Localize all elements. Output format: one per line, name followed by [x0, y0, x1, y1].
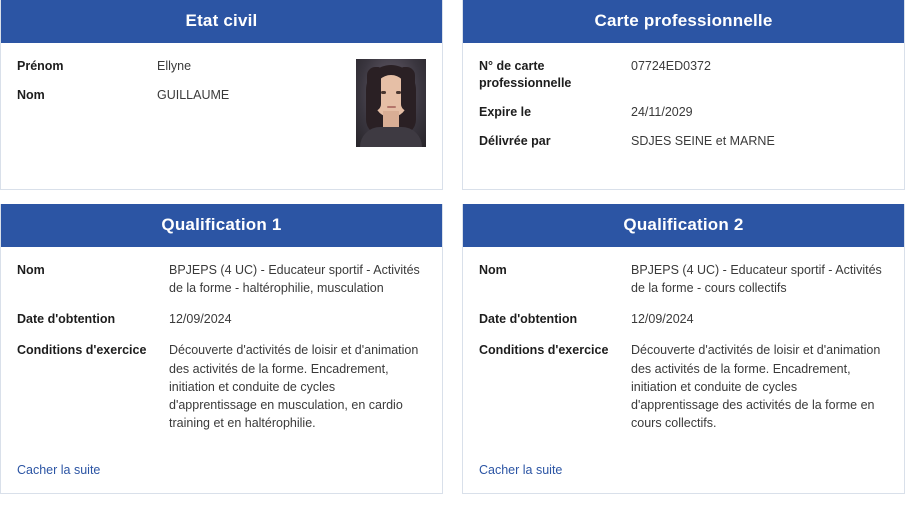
avatar-shoulders — [360, 127, 422, 147]
field-qual1-conditions — [17, 341, 426, 432]
qualification-2-footer — [463, 459, 904, 493]
avatar-hair-left — [367, 67, 381, 111]
avatar-mouth — [387, 106, 396, 108]
card-title-qualification-1: Qualification 1 — [1, 204, 442, 247]
card-body-carte-professionnelle — [463, 43, 904, 189]
avatar — [356, 59, 426, 147]
card-qualification-2 — [462, 204, 905, 494]
avatar-hair-right — [401, 67, 415, 111]
card-carte-professionnelle — [462, 0, 905, 190]
card-body-qualification-1 — [1, 247, 442, 459]
toggle-details-link-qualification-1[interactable]: Cacher la suite — [17, 463, 101, 477]
field-qual1-nom-label: Nom — [17, 263, 45, 277]
field-qual2-date-value: 12/09/2024 — [631, 312, 694, 327]
field-qual2-conditions — [479, 341, 888, 432]
field-prenom — [17, 57, 348, 75]
field-nom-label: Nom — [17, 88, 45, 103]
field-qual2-conditions-value: Découverte d'activités de loisir et d'animation des activités de la forme. Encadrement, initiation et conduite de cycles d'apprentissage des activités de la forme en cours collectifs. — [631, 343, 881, 430]
field-qual2-conditions-label: Conditions d'exercice — [479, 343, 609, 358]
field-qual2-date — [479, 310, 888, 328]
field-expire-le — [479, 103, 888, 121]
field-prenom-value: Ellyne — [157, 59, 192, 73]
field-qual2-nom-label: Nom — [479, 263, 507, 277]
field-qual2-date-label: Date d'obtention — [479, 312, 578, 327]
field-qual2-nom — [479, 261, 888, 297]
card-title-qualification-2: Qualification 2 — [463, 204, 904, 247]
qualification-1-footer — [1, 459, 442, 493]
field-qual1-conditions-label: Conditions d'exercice — [17, 343, 147, 358]
field-nom-value: GUILLAUME — [157, 88, 230, 103]
card-qualification-1 — [0, 204, 443, 494]
field-expire-le-label: Expire le — [479, 104, 532, 119]
field-prenom-label: Prénom — [17, 59, 64, 73]
field-delivree-par-label: Délivrée par — [479, 133, 551, 148]
field-qual1-nom-value: BPJEPS (4 UC) - Educateur sportif - Activités de la forme - haltérophilie, musculation — [169, 263, 420, 296]
card-etat-civil — [0, 0, 443, 190]
avatar-neck — [383, 111, 399, 127]
card-title-etat-civil: Etat civil — [1, 0, 442, 43]
card-body-etat-civil — [1, 43, 442, 189]
field-qual1-date — [17, 310, 426, 328]
etat-civil-fields — [17, 57, 356, 179]
avatar-eye-left — [381, 91, 386, 94]
field-qual1-nom — [17, 261, 426, 297]
field-qual1-conditions-value: Découverte d'activités de loisir et d'animation des activités de la forme. Encadrement, initiation et conduite de cycles d'apprentissage en musculation, en cardio training et en haltérophilie. — [169, 343, 419, 430]
card-title-carte-professionnelle: Carte professionnelle — [463, 0, 904, 43]
field-delivree-par-value: SDJES SEINE et MARNE — [631, 133, 775, 148]
field-qual1-date-label: Date d'obtention — [17, 312, 116, 327]
field-qual2-nom-value: BPJEPS (4 UC) - Educateur sportif - Activités de la forme - cours collectifs — [631, 263, 882, 296]
field-numero-carte — [479, 57, 888, 92]
field-nom — [17, 86, 348, 104]
field-expire-le-value: 24/11/2029 — [631, 104, 693, 119]
field-numero-carte-label: N° de carte professionnelle — [479, 59, 572, 90]
toggle-details-link-qualification-2[interactable]: Cacher la suite — [479, 463, 563, 477]
field-numero-carte-value: 07724ED0372 — [631, 59, 711, 73]
card-body-qualification-2 — [463, 247, 904, 459]
field-delivree-par — [479, 132, 888, 150]
field-qual1-date-value: 12/09/2024 — [169, 312, 232, 327]
